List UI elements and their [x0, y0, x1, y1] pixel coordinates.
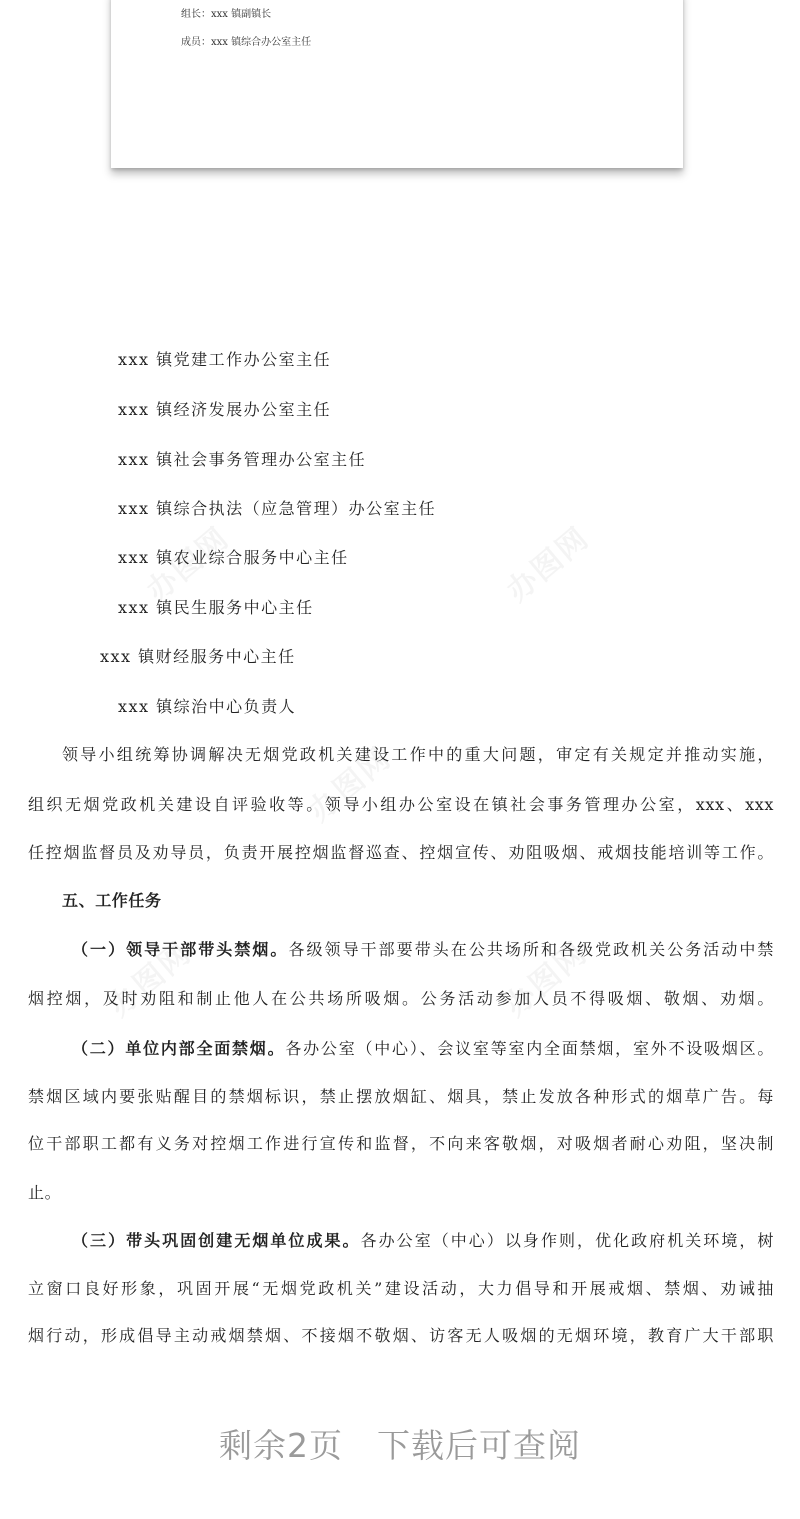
task-1-line: 烟控烟，及时劝阻和制止他人在公共场所吸烟。公务活动参加人员不得吸烟、敬烟、劝烟。 — [28, 989, 774, 1008]
task-2-title: （二）单位内部全面禁烟。 — [72, 1039, 286, 1058]
task-3-text: 各办公室（中心）以身作则，优化政府机关环境，树 — [360, 1231, 774, 1250]
leader-line: 组长：xxx 镇副镇长 — [181, 9, 272, 20]
member-item: xxx 镇民生服务中心主任 — [118, 598, 314, 617]
download-to-view-text: 下载后可查阅 — [377, 1426, 581, 1465]
task-2-line — [72, 1036, 774, 1059]
task-3-line — [72, 1228, 774, 1251]
task-2-line: 位干部职工都有义务对控烟工作进行宣传和监督，不向来客敬烟，对吸烟者耐心劝阻，坚决制 — [28, 1134, 774, 1153]
watermark — [495, 514, 597, 609]
paragraph-line: 组织无烟党政机关建设自评验收等。领导小组办公室设在镇社会事务管理办公室，xxx、xxx — [28, 795, 774, 814]
section-heading: 五、工作任务 — [62, 891, 162, 910]
member-item: xxx 镇综合执法（应急管理）办公室主任 — [118, 499, 437, 518]
remaining-pages-text: 剩余2页 — [219, 1426, 343, 1465]
member-item: xxx 镇农业综合服务中心主任 — [118, 548, 349, 567]
previous-page-preview — [111, 0, 683, 168]
task-2-line: 禁烟区域内要张贴醒目的禁烟标识，禁止摆放烟缸、烟具，禁止发放各种形式的烟草广告。每 — [28, 1087, 774, 1106]
download-prompt[interactable] — [0, 1420, 800, 1467]
paragraph-line: 任控烟监督员及劝导员，负责开展控烟监督巡查、控烟宣传、劝阻吸烟、戒烟技能培训等工作。 — [28, 843, 774, 862]
member-item: xxx 镇经济发展办公室主任 — [118, 400, 332, 419]
task-3-line: 立窗口良好形象，巩固开展“无烟党政机关”建设活动，大力倡导和开展戒烟、禁烟、劝诫抽 — [28, 1279, 774, 1298]
member-item: xxx 镇党建工作办公室主任 — [118, 350, 332, 369]
member-item: xxx 镇财经服务中心主任 — [100, 647, 296, 666]
paragraph-line: 领导小组统筹协调解决无烟党政机关建设工作中的重大问题，审定有关规定并推动实施， — [62, 745, 774, 764]
task-1-line — [72, 937, 774, 960]
task-1-title: （一）领导干部带头禁烟。 — [72, 940, 289, 959]
member-item: xxx 镇综治中心负责人 — [118, 697, 297, 716]
member-line: 成员：xxx 镇综合办公室主任 — [181, 37, 312, 48]
task-3-title: （三）带头巩固创建无烟单位成果。 — [72, 1231, 361, 1250]
task-2-text: 各办公室（中心）、会议室等室内全面禁烟，室外不设吸烟区。 — [285, 1039, 774, 1058]
task-1-text: 各级领导干部要带头在公共场所和各级党政机关公务活动中禁 — [288, 940, 775, 959]
task-2-line: 止。 — [28, 1183, 62, 1202]
task-3-line: 烟行动，形成倡导主动戒烟禁烟、不接烟不敬烟、访客无人吸烟的无烟环境，教育广大干部职 — [28, 1326, 774, 1345]
member-item: xxx 镇社会事务管理办公室主任 — [118, 450, 367, 469]
